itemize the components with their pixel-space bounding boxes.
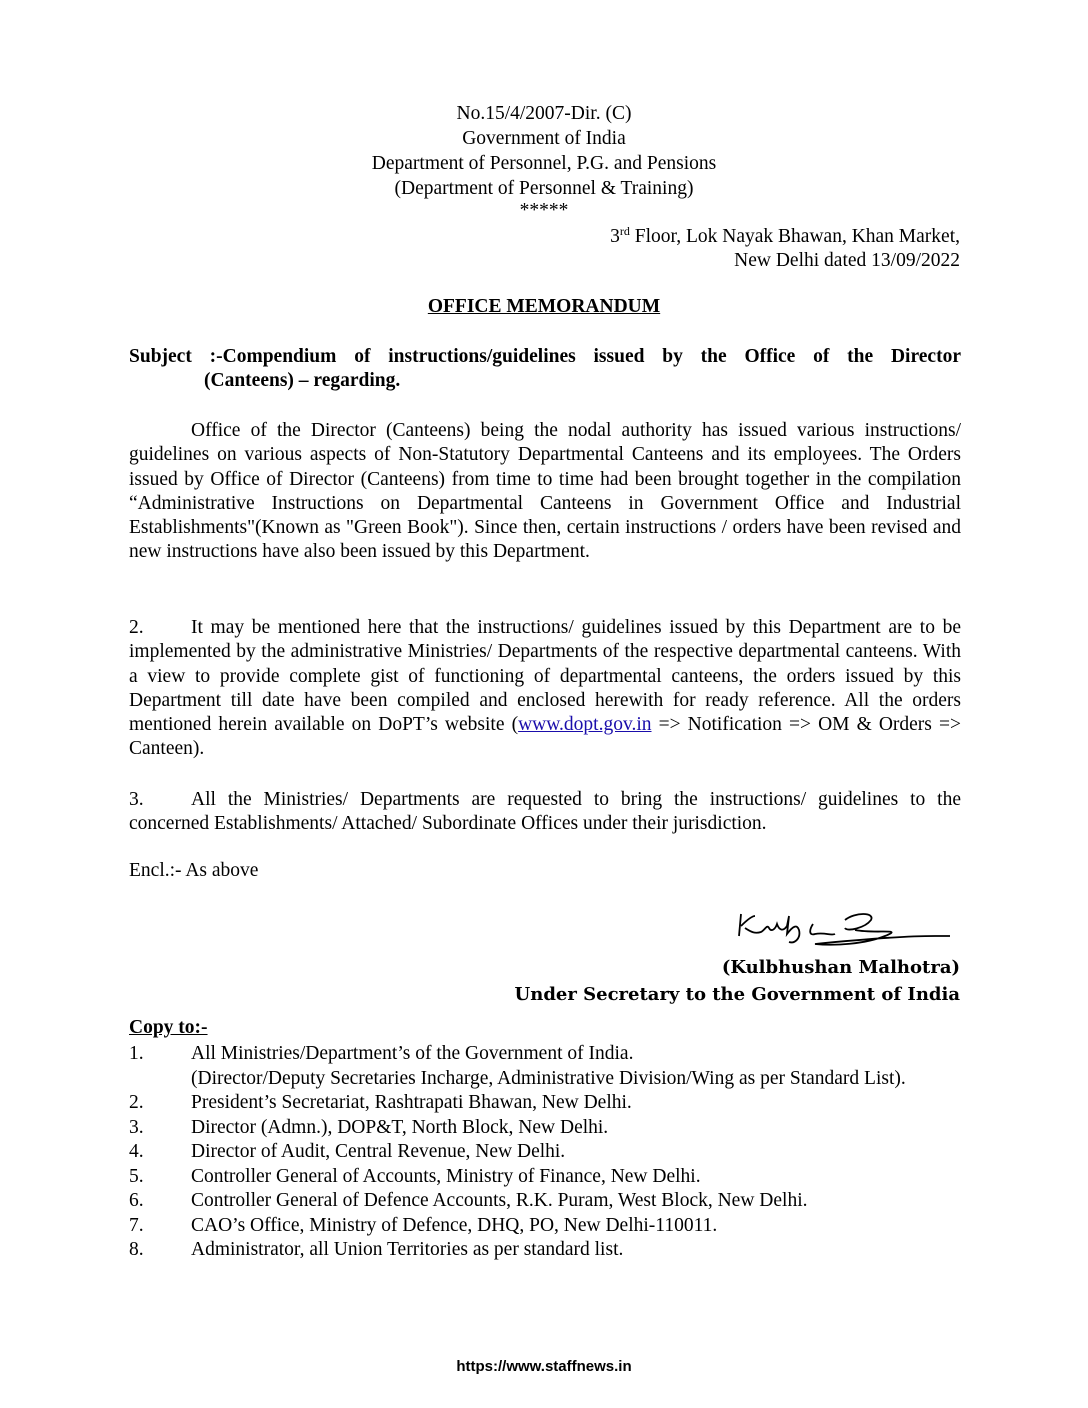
list-item: 6. Controller General of Defence Accounts, R.K. Puram, West Block, New Delhi.: [129, 1190, 808, 1211]
footer-watermark-url: https://www.staffnews.in: [456, 1358, 632, 1375]
list-item: 5. Controller General of Accounts, Ministry of Finance, New Delhi.: [129, 1165, 701, 1187]
paragraph-3: 3. All the Ministries/ Departments are requested to bring the instructions/ guidelines to the concerned Establishments/ Attached/ Subordinate Offices under their jurisdiction.: [129, 789, 961, 835]
list-item: 3. Director (Admn.), DOP&T, North Block, New Delhi.: [129, 1116, 609, 1138]
list-item: 2. President’s Secretariat, Rashtrapati Bhawan, New Delhi.: [129, 1092, 632, 1113]
list-item: 7. CAO’s Office, Ministry of Defence, DHQ, PO, New Delhi-110011.: [129, 1214, 718, 1236]
paragraph-3-number: 3.: [129, 789, 144, 810]
subject-block: [129, 345, 961, 393]
subject-line-2: (Canteens) – regarding.: [204, 370, 401, 391]
address-block: [610, 225, 960, 273]
subject-label: Subject :-: [129, 346, 223, 367]
ministry-name: Department of Personnel, P.G. and Pensions: [371, 153, 717, 174]
government-name: Government of India: [462, 128, 626, 149]
subject-line-1: Compendium of instructions/guidelines issued by the Office of the Director: [222, 346, 961, 367]
file-number: No.15/4/2007-Dir. (C): [456, 103, 632, 124]
paragraph-1: Office of the Director (Canteens) being the nodal authority has issued various instructions/ guidelines on various aspects of Non-Statutory Departmental Canteens and its employees. The Orders issued by Office of Director (Canteens) from time to time had been brought together in the compilation “Administrative Instructions on Departmental Canteens in Government Office and Industrial Establishments"(Known as "Green Book"). Since then, certain instructions / orders have been revised and new instructions have also been issued by this Department.: [129, 420, 961, 563]
paragraph-2-number: 2.: [129, 617, 144, 638]
signatory-designation: Under Secretary to the Government of India: [514, 984, 960, 1005]
address-line-2-date: New Delhi dated 13/09/2022: [734, 250, 960, 271]
list-item: 8. Administrator, all Union Territories as per standard list.: [129, 1239, 624, 1260]
department-name: (Department of Personnel & Training): [394, 178, 694, 199]
list-item: 1. All Ministries/Department’s of the Government of India. (Director/Deputy Secretaries Incharge, Administrative Division/Wing as per Standard List).: [129, 1043, 906, 1089]
copy-to-heading: Copy to:-: [129, 1017, 208, 1038]
copy-to-list: [129, 1042, 961, 1263]
paragraph-2: 2. It may be mentioned here that the instructions/ guidelines issued by this Department are to be implemented by the administrative Ministries/ Departments of the respective departmental canteens. With a view to provide complete gist of functioning of departmental canteens, the orders issued by this Department till date have been compiled and enclosed herewith for ready reference. All the orders mentioned herein available on DoPT’s website (www.dopt.gov.in => Notification => OM & Orders => Canteen).: [129, 617, 961, 760]
signatory-name: (Kulbhushan Malhotra): [721, 957, 960, 978]
separator-stars: *****: [519, 200, 569, 221]
letterhead: [0, 101, 1088, 221]
dopt-website-link[interactable]: www.dopt.gov.in: [518, 714, 652, 736]
signature-icon: [735, 906, 960, 956]
document-title: OFFICE MEMORANDUM: [427, 296, 661, 317]
list-item: 4. Director of Audit, Central Revenue, New Delhi.: [129, 1141, 566, 1162]
enclosure-note: Encl.:- As above: [129, 860, 259, 881]
address-line-1: 3rd Floor, Lok Nayak Bhawan, Khan Market,: [610, 224, 960, 247]
